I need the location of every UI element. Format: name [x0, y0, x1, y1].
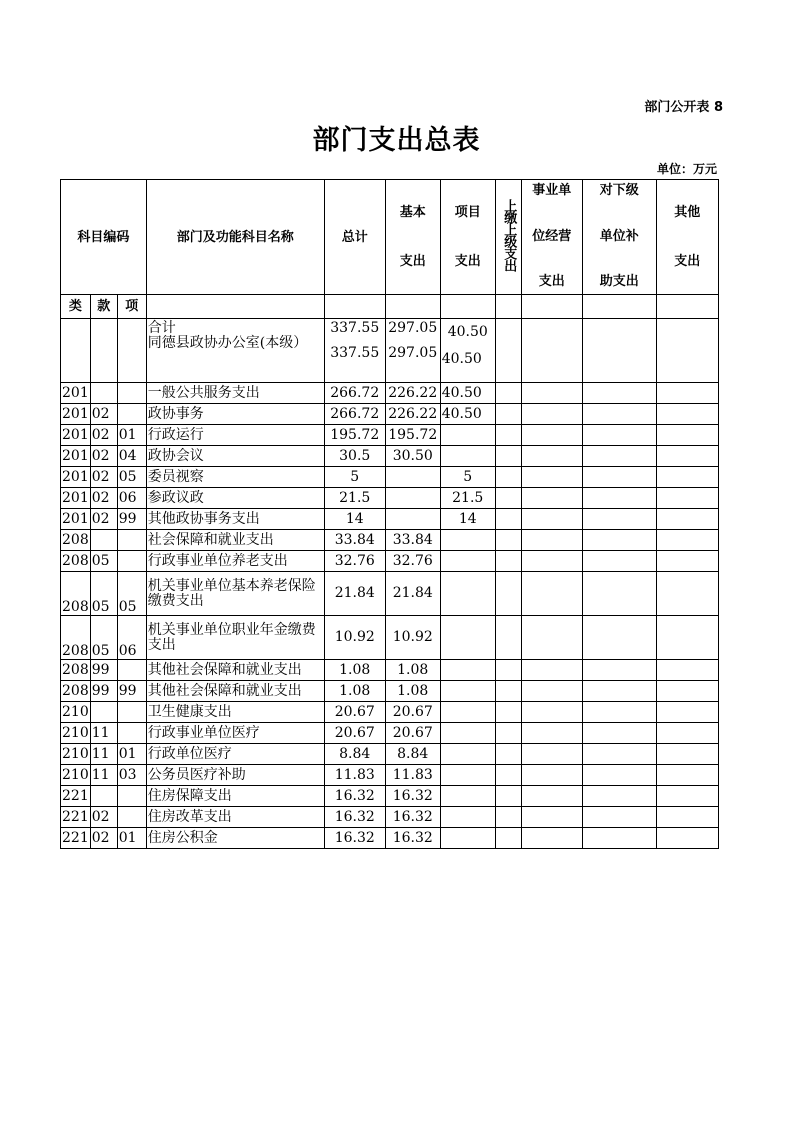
- header-upper: [495, 180, 521, 295]
- table-row: [61, 723, 719, 744]
- row-total-value: 14: [324, 509, 385, 530]
- row-name: [146, 319, 324, 383]
- row-project-value: [440, 660, 495, 681]
- header-subsidy-l2: 单位补: [599, 228, 639, 244]
- table-row: [61, 530, 719, 551]
- row-kuan: 02: [90, 509, 117, 530]
- row-project-value: 5: [440, 467, 495, 488]
- row-kuan: 02: [90, 404, 117, 425]
- row-kuan: 05: [90, 616, 117, 660]
- row-lei: 201: [61, 383, 91, 404]
- row-name: 其他社会保障和就业支出: [146, 681, 324, 702]
- row-kuan: [90, 530, 117, 551]
- row-name: 公务员医疗补助: [146, 765, 324, 786]
- row-basic-value: 11.83: [385, 765, 440, 786]
- header-subsidy: [582, 180, 656, 295]
- table-row: [61, 467, 719, 488]
- row-kuan: 02: [90, 828, 117, 849]
- unit-label: 单位：万元: [656, 162, 717, 176]
- row-total-value: 337.55: [330, 320, 380, 336]
- table-row: [61, 681, 719, 702]
- header-business-l3: 支出: [538, 274, 565, 289]
- row-name: 政协会议: [146, 446, 324, 467]
- table-row: [61, 488, 719, 509]
- row-total-value: 11.83: [324, 765, 385, 786]
- row-total-value: 20.67: [324, 702, 385, 723]
- row-xiang: 01: [117, 828, 146, 849]
- row-total-value: 337.55: [330, 345, 380, 361]
- row-lei: 201: [61, 488, 91, 509]
- row-project-value: [440, 681, 495, 702]
- header-other-top: 其他: [674, 205, 701, 220]
- table-row: [61, 828, 719, 849]
- row-basic-value: 21.84: [385, 572, 440, 616]
- row-total-value: 20.67: [324, 723, 385, 744]
- header-project: [440, 180, 495, 295]
- row-xiang: 06: [117, 488, 146, 509]
- row-lei: 210: [61, 723, 91, 744]
- row-kuan: 02: [90, 488, 117, 509]
- row-kuan: 99: [90, 660, 117, 681]
- row-lei: 210: [61, 702, 91, 723]
- row-name: 行政运行: [146, 425, 324, 446]
- table-row: [61, 660, 719, 681]
- row-kuan: [90, 383, 117, 404]
- row-project-value: [440, 572, 495, 616]
- row-name: 住房保障支出: [146, 786, 324, 807]
- row-total-value: 21.84: [324, 572, 385, 616]
- row-xiang: [117, 786, 146, 807]
- header-basic: [385, 180, 440, 295]
- row-project-value: [440, 744, 495, 765]
- row-lei: 208: [61, 660, 91, 681]
- table-row: [61, 383, 719, 404]
- page-title: 部门支出总表: [312, 125, 481, 156]
- table-row: [61, 807, 719, 828]
- row-name: 卫生健康支出: [146, 702, 324, 723]
- row-project-value: [440, 702, 495, 723]
- row-kuan: 99: [90, 681, 117, 702]
- row-basic-value: 8.84: [385, 744, 440, 765]
- table-row: [61, 446, 719, 467]
- table-number: 部门公开表 8: [644, 100, 723, 115]
- row-kuan: 11: [90, 723, 117, 744]
- row-basic-value: [385, 509, 440, 530]
- header-name: 部门及功能科目名称: [146, 180, 324, 295]
- header-kuan: 款: [90, 295, 117, 319]
- row-total-value: 5: [324, 467, 385, 488]
- row-total-value: 16.32: [324, 828, 385, 849]
- row-kuan: 05: [90, 551, 117, 572]
- row-kuan: 02: [90, 807, 117, 828]
- row-name: 住房公积金: [146, 828, 324, 849]
- row-name: 一般公共服务支出: [146, 383, 324, 404]
- table-row: [61, 425, 719, 446]
- row-kuan: 05: [90, 572, 117, 616]
- header-business: [521, 180, 582, 295]
- row-name: 委员视察: [146, 467, 324, 488]
- row-project-value: 40.50: [440, 404, 495, 425]
- row-basic-value: 16.32: [385, 786, 440, 807]
- row-project-value: 40.50: [441, 351, 482, 367]
- row-lei: 201: [61, 446, 91, 467]
- header-basic-bottom: 支出: [399, 254, 426, 269]
- header-basic-top: 基本: [399, 205, 426, 220]
- row-total-value: 1.08: [324, 681, 385, 702]
- row-basic-value: 1.08: [385, 660, 440, 681]
- row-name: 其他社会保障和就业支出: [146, 660, 324, 681]
- row-lei: 210: [61, 744, 91, 765]
- row-basic-value: 297.05: [388, 320, 438, 336]
- row-project-value: [440, 551, 495, 572]
- row-kuan: [90, 786, 117, 807]
- row-lei: 201: [61, 467, 91, 488]
- header-project-bottom: 支出: [454, 254, 481, 269]
- row-basic-value: 20.67: [385, 723, 440, 744]
- header-code: 科目编码: [61, 180, 147, 295]
- row-xiang: [117, 702, 146, 723]
- row-xiang: 05: [117, 572, 146, 616]
- row-project-value: [440, 786, 495, 807]
- row-project-value: [440, 765, 495, 786]
- row-lei: 208: [61, 616, 91, 660]
- row-basic-value: 297.05: [388, 345, 438, 361]
- row-basic-value: 30.50: [385, 446, 440, 467]
- row-kuan: 02: [90, 446, 117, 467]
- row-kuan: 11: [90, 744, 117, 765]
- row-name: 机关事业单位职业年金缴费支出: [146, 616, 324, 660]
- table-row: [61, 702, 719, 723]
- row-lei: 221: [61, 807, 91, 828]
- row-xiang: [117, 660, 146, 681]
- row-xiang: 04: [117, 446, 146, 467]
- header-other-bottom: 支出: [674, 254, 701, 269]
- header-lei: 类: [61, 295, 91, 319]
- row-total-value: 1.08: [324, 660, 385, 681]
- row-lei: 201: [61, 404, 91, 425]
- row-name: 行政单位医疗: [146, 744, 324, 765]
- row-lei: 221: [61, 828, 91, 849]
- row-xiang: 05: [117, 467, 146, 488]
- row-xiang: [117, 723, 146, 744]
- row-project-value: 14: [440, 509, 495, 530]
- row-xiang: 99: [117, 681, 146, 702]
- row-basic-value: 195.72: [385, 425, 440, 446]
- header-xiang: 项: [117, 295, 146, 319]
- row-lei: 201: [61, 425, 91, 446]
- row-name-total: 合计: [147, 320, 176, 336]
- row-total-value: 195.72: [324, 425, 385, 446]
- row-total-value: 266.72: [324, 383, 385, 404]
- row-project-value: [440, 807, 495, 828]
- row-xiang: 01: [117, 744, 146, 765]
- row-xiang: [117, 530, 146, 551]
- table-row: [61, 404, 719, 425]
- row-kuan: 02: [90, 425, 117, 446]
- row-total-value: 21.5: [324, 488, 385, 509]
- row-basic-value: 20.67: [385, 702, 440, 723]
- row-basic-value: 16.32: [385, 807, 440, 828]
- row-name: 其他政协事务支出: [146, 509, 324, 530]
- row-lei: 221: [61, 786, 91, 807]
- row-total-value: 10.92: [324, 616, 385, 660]
- table-row: [61, 551, 719, 572]
- row-xiang: [117, 551, 146, 572]
- row-kuan: 02: [90, 467, 117, 488]
- header-upper-text: 上缴上级支出: [501, 199, 517, 271]
- row-basic-value: 10.92: [385, 616, 440, 660]
- row-name: 住房改革支出: [146, 807, 324, 828]
- row-total-value: 16.32: [324, 786, 385, 807]
- row-lei: 208: [61, 681, 91, 702]
- table-row: [61, 765, 719, 786]
- row-xiang: [117, 404, 146, 425]
- table-row: [61, 319, 719, 383]
- row-total-value: 33.84: [324, 530, 385, 551]
- row-lei: 208: [61, 530, 91, 551]
- row-name: 行政事业单位养老支出: [146, 551, 324, 572]
- row-xiang: 01: [117, 425, 146, 446]
- row-basic-value: [385, 488, 440, 509]
- row-basic-value: 32.76: [385, 551, 440, 572]
- header-subsidy-l1: 对下级: [599, 183, 639, 198]
- table-row: [61, 509, 719, 530]
- row-lei: 208: [61, 572, 91, 616]
- header-subsidy-l3: 助支出: [599, 274, 639, 289]
- row-project-value: 40.50: [440, 383, 495, 404]
- row-xiang: [117, 383, 146, 404]
- row-basic-value: 226.22: [385, 404, 440, 425]
- row-name: 社会保障和就业支出: [146, 530, 324, 551]
- row-xiang: 99: [117, 509, 146, 530]
- row-lei: 210: [61, 765, 91, 786]
- row-basic-value: 226.22: [385, 383, 440, 404]
- table-row: [61, 616, 719, 660]
- row-basic-value: [385, 467, 440, 488]
- header-business-l1: 事业单: [532, 183, 572, 198]
- row-project-value: 40.50: [447, 324, 488, 340]
- row-lei: 208: [61, 551, 91, 572]
- row-total-value: 8.84: [324, 744, 385, 765]
- row-lei: 201: [61, 509, 91, 530]
- row-name: 参政议政: [146, 488, 324, 509]
- row-total-value: 32.76: [324, 551, 385, 572]
- row-name: 行政事业单位医疗: [146, 723, 324, 744]
- row-project-value: [440, 616, 495, 660]
- row-project-value: [440, 425, 495, 446]
- row-kuan: [90, 702, 117, 723]
- table-row: [61, 744, 719, 765]
- table-row: [61, 572, 719, 616]
- row-name: 政协事务: [146, 404, 324, 425]
- header-other: [656, 180, 718, 295]
- row-name-office: 同德县政协办公室(本级）: [147, 335, 308, 351]
- header-project-top: 项目: [454, 205, 481, 220]
- row-total-value: 30.5: [324, 446, 385, 467]
- row-xiang: 03: [117, 765, 146, 786]
- header-total: 总计: [324, 180, 385, 295]
- row-project-value: [440, 530, 495, 551]
- row-name: 机关事业单位基本养老保险缴费支出: [146, 572, 324, 616]
- row-basic-value: 33.84: [385, 530, 440, 551]
- row-xiang: 06: [117, 616, 146, 660]
- header-business-l2: 位经营: [532, 228, 572, 244]
- row-basic-value: 1.08: [385, 681, 440, 702]
- row-basic-value: 16.32: [385, 828, 440, 849]
- row-project-value: [440, 828, 495, 849]
- row-xiang: [117, 807, 146, 828]
- table-row: [61, 786, 719, 807]
- expenditure-table: [60, 179, 719, 849]
- row-total-value: 266.72: [324, 404, 385, 425]
- row-project-value: [440, 723, 495, 744]
- row-total-value: 16.32: [324, 807, 385, 828]
- row-project-value: [440, 446, 495, 467]
- row-kuan: 11: [90, 765, 117, 786]
- row-project-value: 21.5: [440, 488, 495, 509]
